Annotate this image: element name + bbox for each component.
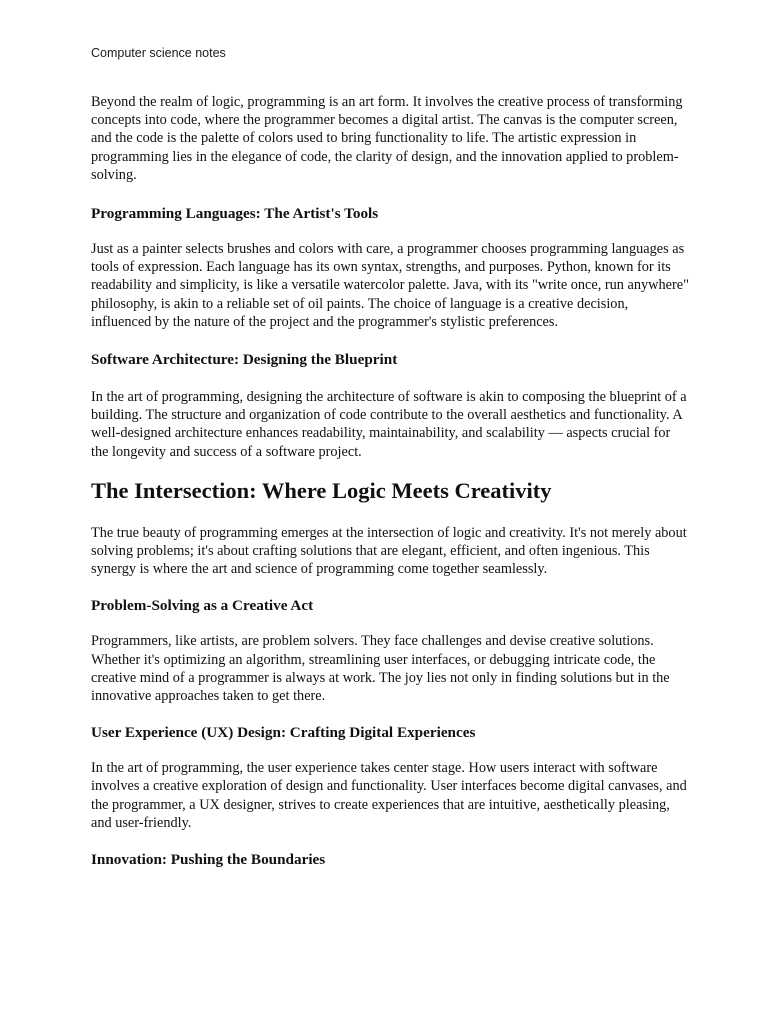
major-heading-intersection: The Intersection: Where Logic Meets Creativity [91, 477, 552, 503]
section-paragraph-software-architecture: In the art of programming, designing the architecture of software is akin to composing the blueprint of a building. The structure and organization of code contribute to the overall aesthetics and functionality. A well-designed architecture enhances readability, maintainability, and scalability — aspects crucial for the longevity and success of a software project. [91, 389, 687, 460]
intro-paragraph: Beyond the realm of logic, programming is an art form. It involves the creative process of transforming concepts into code, where the programmer becomes a digital artist. The canvas is the computer screen, and the code is the palette of colors used to bring functionality to life. The artistic expression in programming lies in the elegance of code, the clarity of design, and the innovation applied to problem-solving. [91, 94, 683, 183]
section-heading-problem-solving: Problem-Solving as a Creative Act [91, 597, 314, 615]
section-paragraph-intersection: The true beauty of programming emerges at the intersection of logic and creativity. It's not merely about solving problems; it's about crafting solutions that are elegant, efficient, and often ingenious. This synergy is where the art and science of programming come together seamlessly. [91, 524, 687, 578]
section-paragraph-ux-design: In the art of programming, the user experience takes center stage. How users interact with software involves a creative exploration of design and functionality. User interfaces become digital canvases, and the programmer, a UX designer, strives to create experiences that are intuitive, aesthetically pleasing, and user-friendly. [91, 760, 687, 831]
section-heading-software-architecture: Software Architecture: Designing the Blueprint [91, 351, 398, 369]
document-body [91, 93, 691, 870]
section-paragraph-programming-languages: Just as a painter selects brushes and colors with care, a programmer chooses programming languages as tools of expression. Each language has its own syntax, strengths, and purposes. Python, known for its readability and simplicity, is like a versatile watercolor palette. Java, with its "write once, run anywhere" philosophy, is akin to a reliable set of oil paints. The choice of language is a creative decision, influenced by the nature of the project and the programmer's stylistic preferences. [91, 241, 689, 330]
running-header: Computer science notes [91, 46, 226, 60]
section-heading-ux-design: User Experience (UX) Design: Crafting Digital Experiences [91, 724, 476, 742]
section-heading-programming-languages: Programming Languages: The Artist's Tools [91, 205, 379, 223]
section-paragraph-problem-solving: Programmers, like artists, are problem solvers. They face challenges and devise creative solutions. Whether it's optimizing an algorithm, streamlining user interfaces, or debugging intricate code, the creative mind of a programmer is always at work. The joy lies not only in finding solutions but in the innovative approaches taken to get there. [91, 633, 670, 705]
section-heading-innovation: Innovation: Pushing the Boundaries [91, 851, 326, 869]
